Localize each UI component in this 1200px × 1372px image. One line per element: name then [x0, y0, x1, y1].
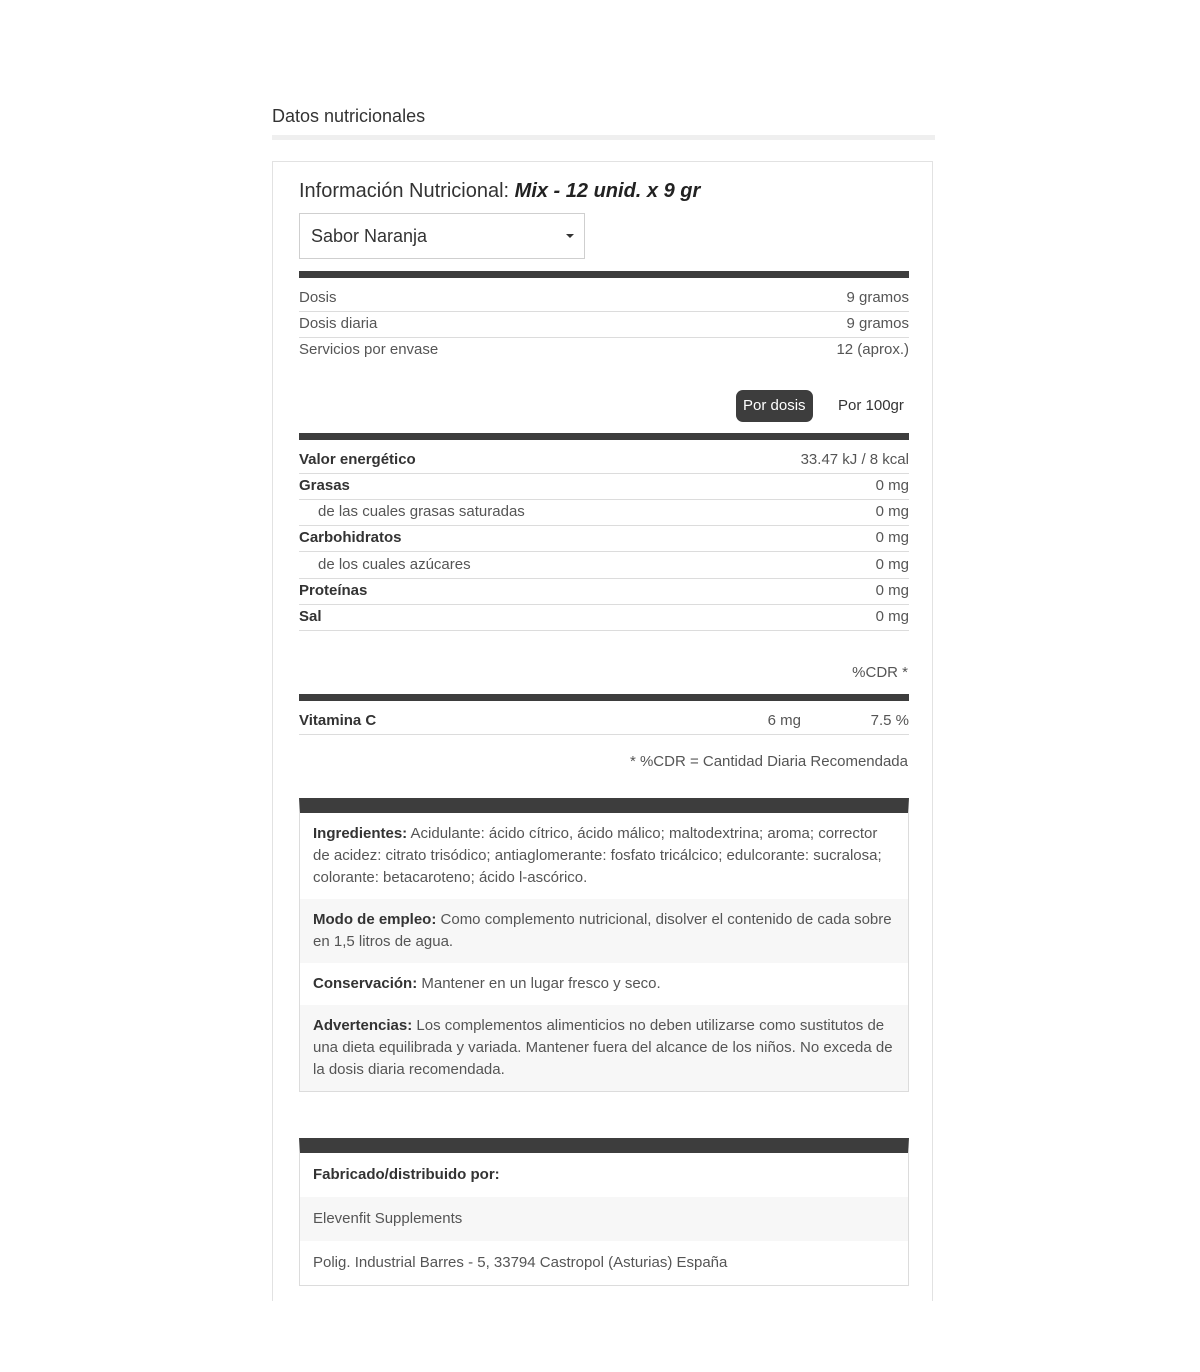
nutrient-value: 33.47 kJ / 8 kcal — [800, 451, 909, 468]
detail-key: Ingredientes: — [313, 825, 408, 842]
nutrient-label: de los cuales azúcares — [318, 556, 471, 573]
flavor-selected: Sabor Naranja — [311, 226, 428, 246]
nutrient-row — [299, 553, 909, 579]
nutrient-label: de las cuales grasas saturadas — [318, 503, 525, 520]
info-label: Información Nutricional: — [299, 180, 510, 202]
nutrient-value: 0 mg — [875, 608, 909, 625]
serving-label: Dosis diaria — [299, 315, 378, 332]
divider-thick — [299, 694, 909, 701]
detail-text: Como complemento nutricional, disolver el contenido de cada sobre en 1,5 litros de agua. — [313, 911, 892, 950]
nutrient-row — [299, 526, 909, 552]
serving-row — [299, 286, 909, 312]
serving-value: 12 (aprox.) — [836, 341, 909, 358]
storage-paragraph — [300, 963, 908, 1005]
serving-value: 9 gramos — [846, 315, 909, 332]
detail-text: Mantener en un lugar fresco y seco. — [421, 975, 661, 992]
flavor-select[interactable] — [299, 213, 585, 259]
divider-thick — [299, 433, 909, 440]
ingredients-paragraph — [300, 813, 908, 899]
nutrient-row — [299, 605, 909, 631]
nutrient-row — [299, 579, 909, 605]
nutrient-label: Sal — [299, 608, 322, 625]
cdr-header: %CDR * — [852, 664, 908, 681]
serving-label: Dosis — [299, 289, 337, 306]
nutrient-label: Proteínas — [299, 582, 368, 599]
warnings-paragraph — [300, 1005, 908, 1091]
vitamin-label: Vitamina C — [299, 712, 377, 729]
detail-key: Modo de empleo: — [313, 911, 437, 928]
serving-label: Servicios por envase — [299, 341, 439, 358]
nutrient-label: Valor energético — [299, 451, 416, 468]
serving-value: 9 gramos — [846, 289, 909, 306]
nutrient-value: 0 mg — [875, 477, 909, 494]
info-title — [299, 180, 700, 203]
serving-row — [299, 338, 909, 364]
nutrient-row — [299, 474, 909, 500]
per-dose-toggle[interactable]: Por dosis — [736, 390, 813, 422]
usage-paragraph — [300, 899, 908, 963]
per-100g-toggle[interactable]: Por 100gr — [838, 397, 904, 414]
manufacturer-name: Elevenfit Supplements — [300, 1197, 908, 1241]
manufacturer-box — [299, 1138, 909, 1286]
detail-key: Advertencias: — [313, 1017, 413, 1034]
nutrient-value: 0 mg — [875, 556, 909, 573]
nutrient-row — [299, 448, 909, 474]
detail-text: Los complementos alimenticios no deben utilizarse como sustitutos de una dieta equilibrada y variada. Mantener fuera del alcance de los niños. No exceda de la dosis diaria recomendada. — [313, 1017, 893, 1078]
divider-thick — [299, 271, 909, 278]
cdr-footnote: * %CDR = Cantidad Diaria Recomendada — [629, 753, 908, 770]
nutrient-label: Grasas — [299, 477, 350, 494]
manufacturer-heading: Fabricado/distribuido por: — [313, 1166, 500, 1183]
nutrient-value: 0 mg — [875, 582, 909, 599]
nutrient-value: 0 mg — [875, 529, 909, 546]
caret-down-icon — [566, 234, 574, 238]
serving-row — [299, 312, 909, 338]
detail-text: Acidulante: ácido cítrico, ácido málico; maltodextrina; aroma; corrector de acidez: citrato trisódico; antiaglomerante: fosfato tricálcico; edulcorante: sucralosa; colorante: betacaroteno; ácido l-ascórico. — [313, 825, 882, 886]
section-title: Datos nutricionales — [272, 106, 935, 140]
detail-key: Conservación: — [313, 975, 418, 992]
product-name: Mix - 12 unid. x 9 gr — [514, 180, 701, 202]
nutrition-panel — [272, 161, 933, 1301]
vitamin-row — [299, 709, 909, 735]
vitamin-amount: 6 mg — [767, 712, 801, 729]
nutrient-row — [299, 500, 909, 526]
manufacturer-address: Polig. Industrial Barres - 5, 33794 Castropol (Asturias) España — [313, 1254, 728, 1271]
nutrient-label: Carbohidratos — [299, 529, 402, 546]
vitamin-cdr: 7.5 % — [870, 712, 909, 729]
details-box — [299, 798, 909, 1092]
nutrient-value: 0 mg — [875, 503, 909, 520]
